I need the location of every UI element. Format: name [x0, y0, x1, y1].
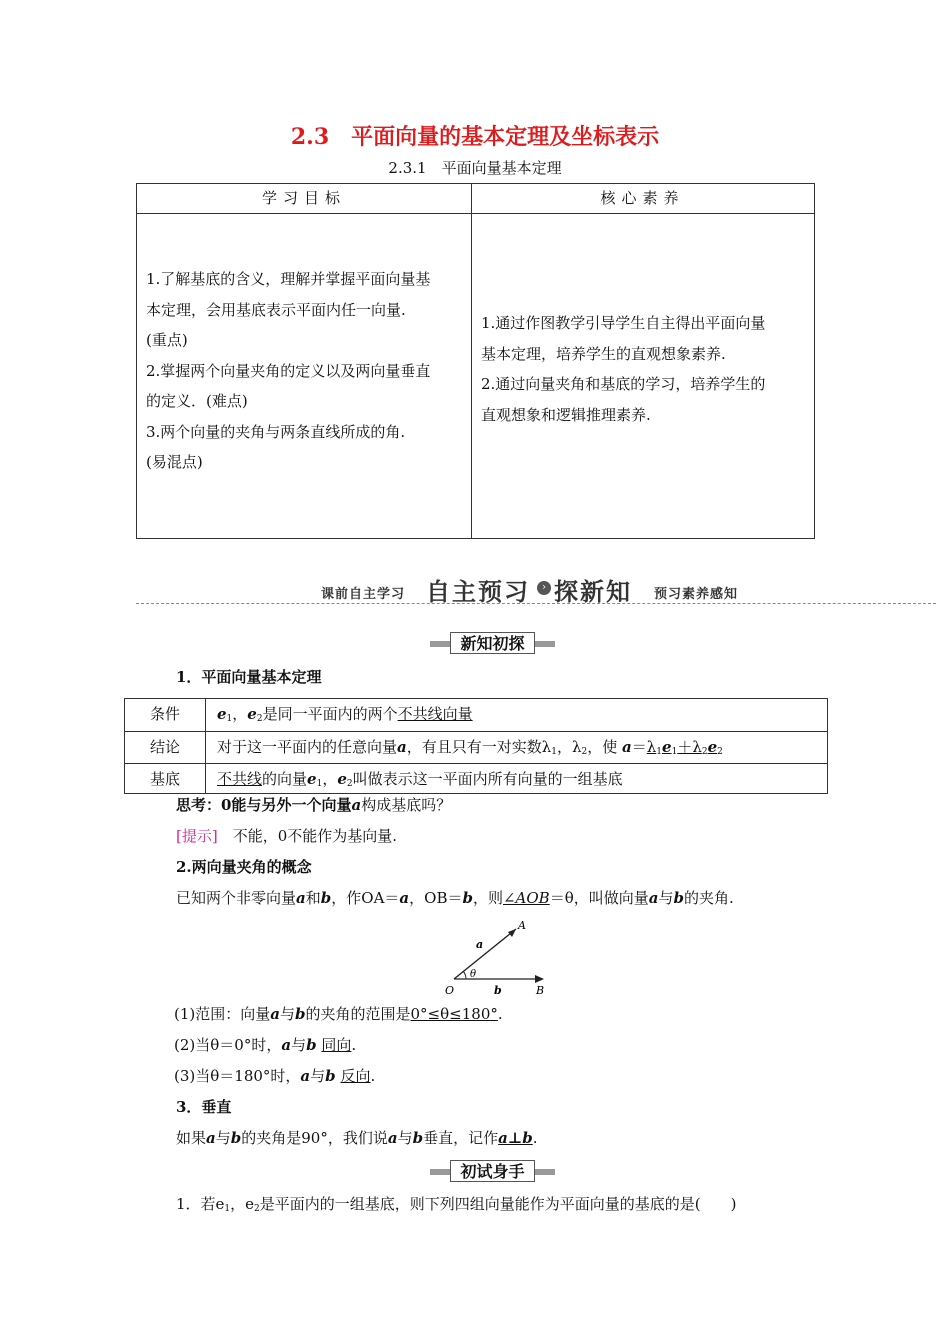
subscript: 2	[256, 714, 263, 724]
goals-cell	[146, 264, 430, 478]
perpendicular-text: 如果a与b的夹角是90°，我们说a与b垂直，记作a⊥b.	[176, 1129, 538, 1147]
tag-box	[450, 632, 535, 654]
think-text: 构成基底吗？	[361, 796, 452, 814]
row-text: ，有且只有一对实数λ	[406, 738, 552, 756]
row-label: 条件	[149, 705, 180, 723]
arrowhead-icon	[535, 975, 544, 983]
opposite-direction: (3)当θ＝180°时，a与b 反向.	[174, 1067, 376, 1085]
vector-e2: e	[247, 705, 257, 723]
answer-blank: 0°≤θ≤180°	[410, 1005, 498, 1023]
new-knowledge-tag	[430, 632, 555, 654]
row-text: 是同一平面内的两个	[262, 705, 398, 723]
banner-left-label: 课前自主学习	[321, 587, 406, 602]
goal-line: (重点)	[146, 331, 188, 349]
page-title: 2.3 平面向量的基本定理及坐标表示	[290, 124, 660, 150]
tag-label: 初试身手	[460, 1162, 525, 1181]
goal-line: (易混点)	[146, 453, 203, 471]
row-text: 对于这一平面内的任意向量	[217, 738, 398, 756]
page-subtitle: 2.3.1 平面向量基本定理	[388, 159, 562, 177]
first-try-tag	[430, 1160, 555, 1182]
label-b: b	[494, 984, 502, 997]
banner-title-right: 探新知	[554, 577, 632, 606]
answer-blank: 反向	[340, 1067, 371, 1085]
banner-title-left: 自主预习	[426, 577, 530, 606]
competency-header: 核心素养	[471, 184, 814, 214]
goal-line: 本定理，会用基底表示平面内任一向量.	[146, 300, 406, 319]
goal-line: 1.了解基底的含义，理解并掌握平面向量基	[146, 270, 431, 288]
answer-blank: ∠AOB	[502, 889, 550, 907]
label-a: a	[476, 938, 484, 951]
chevron-right-icon: ›	[537, 581, 551, 595]
angle-diagram	[440, 915, 555, 1000]
tag-label: 新知初探	[460, 634, 525, 653]
theorem-row	[125, 763, 827, 796]
hint-text: 不能，0不能作为基向量.	[232, 827, 398, 845]
goal-line: 2.掌握两个向量夹角的定义以及两向量垂直	[146, 361, 431, 380]
angle-range: (1)范围：向量a与b的夹角的范围是0°≤θ≤180°.	[174, 1005, 503, 1023]
table-divider	[471, 184, 472, 538]
row-text: 的向量	[262, 770, 308, 788]
exercise-question: 1．若$e_1$，$e_2$是平面内的一组基底，则下列四组向量能作为平面向量的基底的是( )	[176, 1195, 737, 1214]
theorem-heading: 1．平面向量基本定理	[176, 668, 322, 686]
vector-a: a	[397, 738, 407, 756]
goal-line: 的定义．(难点)	[146, 392, 248, 410]
angle-heading: 2.两向量夹角的概念	[176, 858, 312, 876]
theorem-row	[125, 731, 827, 764]
label-theta: θ	[470, 969, 477, 980]
think-question	[176, 794, 451, 816]
section-banner	[136, 570, 936, 610]
vector-e1: e	[217, 705, 227, 723]
label-A: A	[518, 919, 526, 932]
answer-blank: $\lambda_1e_1+\lambda_2e_2$	[646, 738, 723, 757]
tag-box	[450, 1160, 535, 1182]
competency-line: 基本定理，培养学生的直观想象素养.	[481, 344, 726, 363]
row-label: 结论	[149, 738, 180, 756]
goal-line: 3.两个向量的夹角与两条直线所成的角.	[146, 422, 406, 441]
answer-blank: 不共线向量	[397, 705, 473, 723]
subscript: 1	[226, 714, 233, 724]
row-content: $e_1$，$e_2$是同一平面内的两个不共线向量	[217, 705, 473, 724]
answer-blank: a⊥b	[498, 1129, 533, 1147]
angle-arc	[463, 971, 466, 979]
competency-line: 直观想象和逻辑推理素养.	[481, 405, 651, 424]
row-label: 基底	[149, 770, 180, 788]
perpendicular-heading: 3．垂直	[176, 1098, 232, 1116]
competency-line: 2.通过向量夹角和基底的学习，培养学生的	[481, 375, 766, 393]
theorem-table	[124, 698, 828, 794]
hint	[176, 825, 397, 847]
competency-cell	[481, 308, 765, 430]
hint-tag: [提示]	[176, 827, 218, 845]
row-content: 不共线的向量$e_1$，$e_2$叫做表示这一平面内所有向量的一组基底	[217, 770, 623, 789]
row-content: 对于这一平面内的任意向量a，有且只有一对实数$\lambda_1$，$\lambda_2$，使 $a=\lambda_1e_1+\lambda_2e_2$	[217, 738, 723, 757]
competency-line: 1.通过作图教学引导学生自主得出平面向量	[481, 314, 766, 332]
goals-table	[136, 183, 815, 539]
theorem-row	[125, 699, 827, 731]
angle-definition: 已知两个非零向量a和b，作OA＝a，OB＝b，则∠AOB＝θ，叫做向量a与b的夹角.	[176, 889, 734, 907]
arrowhead-icon	[508, 929, 516, 937]
label-O: O	[445, 984, 455, 997]
think-text: 思考：0能与另外一个向量	[176, 796, 352, 814]
row-text: 叫做表示这一平面内所有向量的一组基底	[352, 770, 623, 788]
vector-a: a	[351, 796, 362, 814]
answer-blank: 不共线	[217, 770, 263, 788]
banner-divider	[136, 603, 936, 604]
answer-blank: 同向	[321, 1036, 352, 1054]
label-B: B	[536, 984, 545, 997]
banner-right-label: 预习素养感知	[654, 587, 739, 602]
goals-header: 学习目标	[137, 184, 471, 214]
same-direction: (2)当θ＝0°时，a与b 同向.	[174, 1036, 357, 1054]
